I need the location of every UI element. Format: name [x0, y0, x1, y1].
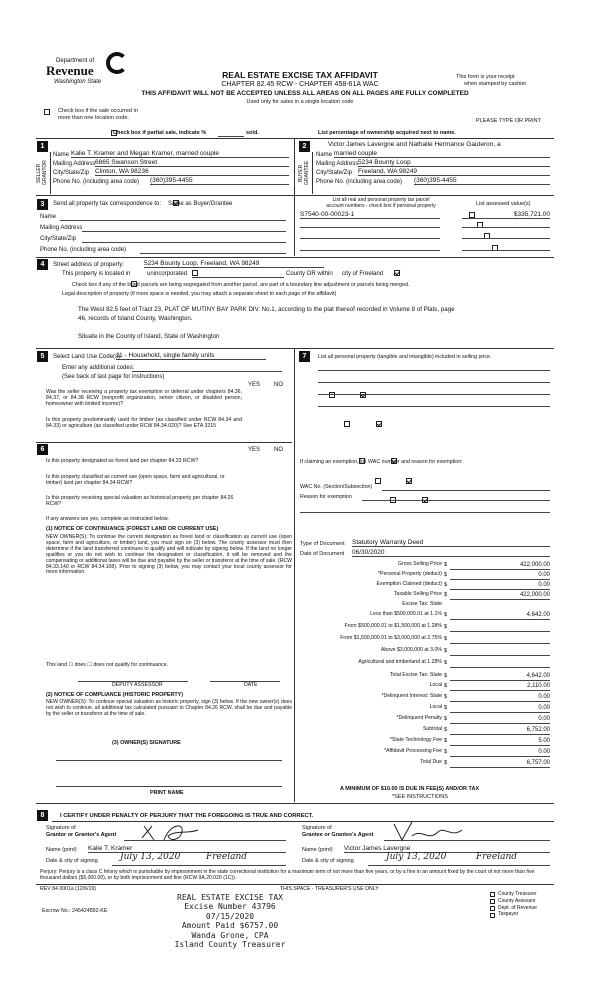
sec6-if-yes: If any answers are yes, complete as instructed below.: [46, 516, 169, 522]
assessed-value-field-3[interactable]: [462, 238, 550, 239]
send-correspondence-label: Send all property tax correspondence to:: [53, 201, 162, 207]
sec5-q2-yes[interactable]: [344, 421, 350, 427]
currency-sign: $: [444, 683, 448, 689]
currency-sign: $: [444, 592, 448, 598]
sec6-yes-header: YES: [248, 447, 261, 453]
dept-line1: Department of: [56, 58, 95, 64]
sec6-q2: Is this property classified as current use (open space, farm and agricultural, or timber) land per chapter 84.34 RCW?: [46, 474, 225, 486]
grantee-date-label: Date & city of signing: [302, 858, 354, 864]
copy-checkbox[interactable]: [490, 913, 495, 918]
calc-row: [300, 681, 554, 692]
currency-sign: $: [444, 694, 448, 700]
sec6-no-header: NO: [274, 447, 283, 453]
copy-label: County Assessor: [498, 897, 536, 904]
seller-name-label: Name: [53, 152, 70, 158]
sec5-q2-no[interactable]: [376, 421, 382, 427]
calc-row-value[interactable]: 2,110.00: [450, 683, 550, 691]
buyer-city-label: City/State/Zip: [316, 170, 353, 176]
section-7-badge: 7: [299, 351, 310, 362]
grantor-date-city-field[interactable]: [112, 865, 286, 866]
sec5-q1-yes[interactable]: [329, 392, 335, 398]
perjury-notice: Perjury: Perjury is a class C felony which is punishable by imprisonment in the state correctional institution for a maximum term of not more than five years, or by a fine in an amount fixed by the court of not more than five thousand dollars ($5,000.00), or by both imprisonment and fine (RCW 9A.20.020 (1C)).: [40, 869, 535, 882]
divider: [294, 348, 295, 802]
calc-row-value[interactable]: 0.00: [450, 749, 550, 757]
sec5-q2: Is this property predominantly used for timber (as classified under RCW 84.34 and 84.33) or agriculture (as classified under RCW 84.34.020)? See ETA 3215: [46, 417, 242, 429]
treasurer-stamp: [150, 893, 310, 950]
calc-row: [300, 714, 554, 725]
section-1-badge: 1: [37, 141, 48, 152]
calc-row: [300, 692, 554, 703]
grantor-date-handwriting: July 13, 2020: [120, 852, 181, 862]
calc-row-label: Taxable Selling Price: [393, 591, 442, 597]
receipt-note-1: This form is your receipt: [456, 74, 515, 80]
calc-row-value[interactable]: [450, 624, 550, 632]
calc-row-value[interactable]: 4,642.00: [450, 673, 550, 681]
ownership-pct-label: List percentage of ownership acquired next to name.: [318, 130, 456, 136]
stamp-line-1: REAL ESTATE EXCISE TAX: [177, 893, 283, 902]
exemption-label: If claiming an exemption, list WAC number and reason for exemption:: [300, 459, 463, 465]
sec3-city-field[interactable]: [82, 242, 286, 243]
currency-sign: $: [444, 660, 448, 666]
multi-loc-label-1: Check box if the sale occurred in: [58, 108, 138, 114]
print-name-label: PRINT NAME: [150, 790, 184, 796]
personal-property-line-2[interactable]: [318, 382, 550, 383]
logo-swoosh-icon: [106, 52, 128, 74]
notice2-body: NEW OWNER(S): To continue special valuation as historic property, sign (3) below. If the new owner(s) does not wish to continue, all additional tax calculated pursuant to Chapter 84.26 RCW, shall be due and payable by the seller or transferor at the time of sale.: [46, 699, 292, 717]
calc-row-value[interactable]: 0.00: [450, 705, 550, 713]
calc-row: [300, 747, 554, 758]
currency-sign: $: [444, 716, 448, 722]
calc-row: [300, 725, 554, 736]
calc-row-label: *Delinquent Interest: State: [381, 693, 442, 699]
parcel-number-field[interactable]: S7540-00-00023-1: [300, 211, 440, 219]
grantee-name-field[interactable]: Victor James Lavergne: [344, 845, 550, 853]
dept-line3: Washington State: [54, 79, 102, 85]
reason-field[interactable]: [362, 500, 550, 501]
sec3-addr-label: Mailing Address: [40, 225, 83, 231]
calc-row-value[interactable]: 0.00: [450, 582, 550, 590]
seller-city-label: City/State/Zip: [53, 170, 90, 176]
sec5-yes-header: YES: [248, 382, 261, 388]
within-city-checkbox[interactable]: [394, 270, 400, 276]
currency-sign: $: [444, 572, 448, 578]
doc-type-field[interactable]: Statutory Warranty Deed: [352, 539, 550, 547]
divider: [36, 884, 554, 885]
calc-row-label: *State Technology Fee: [389, 737, 442, 743]
certify-statement: I CERTIFY UNDER PENALTY OF PERJURY THAT THE FOREGOING IS TRUE AND CORRECT.: [60, 813, 314, 819]
calc-row-label: Exemption Claimed (deduct): [376, 581, 442, 587]
stamp-line-6: Island County Treasurer: [174, 940, 286, 950]
section-8-badge: 8: [37, 810, 48, 821]
notice1-title: (1) NOTICE OF CONTINUANCE (FOREST LAND OR CURRENT USE): [46, 526, 219, 532]
calc-row-label: Gross Selling Price: [397, 561, 442, 567]
personal-property-label: List all personal property (tangible and intangible) included in selling price.: [318, 354, 492, 360]
grantee-date-handwriting: July 13, 2020: [386, 852, 447, 862]
legal-desc-label: Legal description of property (if more space is needed, you may attach a separate sheet to each page of the affidavit): [62, 291, 337, 297]
unincorporated-checkbox[interactable]: [192, 270, 198, 276]
calc-row-value[interactable]: [450, 648, 550, 656]
grantor-sig-label-2: Grantor or Grantor's Agent: [46, 832, 117, 838]
grantee-city-handwriting: Freeland: [476, 852, 518, 862]
divider: [36, 195, 554, 196]
seller-phone-field[interactable]: (360)395-4455: [150, 177, 289, 185]
calc-row-value[interactable]: 0.00: [450, 694, 550, 702]
parcel-number-field-3[interactable]: [300, 238, 440, 239]
legal-desc-3: Situate in the County of Island, State of Washington: [78, 333, 220, 340]
currency-sign: $: [444, 738, 448, 744]
stamp-line-5: Wanda Grone, CPA: [191, 930, 269, 940]
currency-sign: $: [444, 562, 448, 568]
calc-row-label: *Personal Property (deduct): [377, 571, 442, 577]
sec5-q1: Was the seller receiving a property tax exemption or deferral under chapters 84.36, 84.37, or 84.38 RCW (nonprofit organization, senior citizen, or disabled person, homeowner with limited income)?: [46, 389, 242, 407]
sec3-phone-field[interactable]: [140, 253, 286, 254]
section-2-badge: 2: [299, 141, 310, 152]
buyer-name-line1[interactable]: Victor James Lavergne and Nathalie Hermance Gauteron, a: [328, 141, 501, 148]
owner-signature-label: (3) OWNER(S) SIGNATURE: [112, 740, 181, 746]
legal-desc-1: The West 82.5 feet of Tract 23, PLAT OF MUTINY BAY PARK DIV. No.1, according to the plat thereof recorded in Volume 8 of Plats, page: [78, 306, 455, 313]
segregated-label: Check box if any of the listed parcels are being segregated from another parcel, are part of a boundary line adjustment or parcels being merged.: [72, 282, 410, 288]
seller-addr-field[interactable]: 6865 Swanson Street: [95, 159, 289, 167]
copy-checkbox[interactable]: [490, 899, 495, 904]
dept-line2: Revenue: [46, 63, 94, 78]
calc-row-label: Subtotal: [422, 726, 442, 732]
qualify-text: This land ☐ does ☐ does not qualify for continuance.: [46, 662, 169, 668]
section-6-badge: 6: [37, 444, 48, 455]
calc-row-value[interactable]: 4,642.00: [450, 612, 550, 620]
sec6-q2-yes[interactable]: [375, 478, 381, 484]
grantor-name-label: Name (print): [46, 847, 77, 853]
seller-grantor-label: SELLER GRANTOR: [36, 160, 48, 186]
calc-row-label: From $500,000.01 to $1,500,000 at 1.28%: [344, 623, 442, 629]
parcel-number-field-2[interactable]: [300, 227, 440, 228]
divider: [294, 195, 295, 256]
form-chapter: CHAPTER 82.45 RCW - CHAPTER 458-61A WAC: [221, 81, 379, 88]
minimum-due-note: A MINIMUM OF $10.00 IS DUE IN FEE(S) AND/OR TAX: [340, 786, 480, 792]
assessed-value-field[interactable]: $335,721.00: [462, 211, 550, 219]
reason-field-2[interactable]: [300, 512, 550, 513]
buyer-phone-label: Phone No. (including area code): [316, 179, 403, 185]
buyer-name-field[interactable]: married couple: [334, 150, 550, 158]
stamp-line-3: 07/15/2020: [205, 911, 255, 921]
form-revision: REV 84 0001a (12/6/19): [40, 886, 96, 892]
calc-row: [300, 622, 554, 633]
personal-property-line-4[interactable]: [318, 406, 550, 407]
copy-checkbox[interactable]: [490, 906, 495, 911]
tax-calc-table: [300, 560, 554, 772]
buyer-phone-field[interactable]: (360)395-4455: [414, 177, 550, 185]
treasurer-use-only: THIS SPACE - TREASURER'S USE ONLY: [280, 886, 379, 892]
parcel-header-1: List all real and personal property tax parcel: [332, 197, 430, 203]
sec5-q1-no[interactable]: [360, 392, 366, 398]
section-4-badge: 4: [37, 259, 48, 270]
calc-row: [300, 703, 554, 714]
same-as-buyer-label: Same as Buyer/Grantee: [168, 201, 233, 207]
currency-sign: $: [444, 648, 448, 654]
section-5-badge: 5: [37, 351, 48, 362]
stamp-line-2: Excise Number 43796: [184, 902, 276, 912]
calc-row: [300, 634, 554, 645]
copy-label: Taxpayer: [498, 911, 519, 918]
calc-row-label: Less than $500,000.01 at 1.1%: [370, 611, 442, 617]
assessed-value-field-2[interactable]: [462, 227, 550, 228]
land-use-field[interactable]: 11 - Household, single family units: [116, 352, 266, 360]
calc-row: [300, 610, 554, 621]
sec6-q2-no[interactable]: [406, 478, 412, 484]
calc-row-label: Above $3,000,000 at 3.0%: [380, 647, 442, 653]
grantor-date-label: Date & city of signing: [46, 858, 98, 864]
legal-desc-2: 46, records of Island County, Washington.: [78, 315, 193, 322]
currency-sign: $: [444, 760, 448, 766]
divider: [36, 257, 554, 258]
personal-property-line-3[interactable]: [318, 394, 550, 395]
calc-row: [300, 646, 554, 657]
divider: [36, 138, 554, 139]
single-loc-note: Used only for sales in a single location code: [246, 99, 354, 105]
currency-sign: $: [444, 749, 448, 755]
divider: [36, 803, 554, 804]
parcel-number-field-4[interactable]: [300, 250, 440, 251]
calc-row-label: Local: [429, 704, 442, 710]
calc-row-label: Local: [429, 682, 442, 688]
sec3-phone-label: Phone No. (including area code): [40, 247, 127, 253]
calc-row-label: *Affidavit Processing Fee: [384, 748, 442, 754]
seller-phone-label: Phone No. (including area code): [53, 179, 140, 185]
dor-logo: [46, 52, 136, 92]
owner-signature-line[interactable]: [56, 760, 282, 761]
divider: [312, 152, 313, 194]
receipt-note-2: when stamped by cashier.: [464, 81, 528, 87]
sold-label: sold.: [246, 130, 259, 136]
calc-row-value[interactable]: 5.00: [450, 738, 550, 746]
calc-row: [300, 758, 554, 769]
county-or-label: County OR within: [286, 271, 333, 277]
seller-addr-label: Mailing Address: [53, 161, 96, 167]
partial-sale-label: Check box if partial sale, indicate %: [113, 130, 207, 136]
seller-city-field[interactable]: Clinton, WA 98236: [95, 168, 289, 176]
see-instructions-note: *SEE INSTRUCTIONS: [392, 794, 448, 800]
calc-row: [300, 658, 554, 669]
sec3-city-label: City/State/Zip: [40, 236, 77, 242]
buyer-grantee-label: BUYER GRANTEE: [298, 160, 310, 186]
additional-codes-label: Enter any additional codes:: [62, 365, 135, 371]
currency-sign: $: [444, 624, 448, 630]
calc-row-label: Agricultural and timberland at 1.28%: [358, 659, 442, 665]
copy-label: Dept. of Revenue: [498, 904, 537, 911]
currency-sign: $: [444, 582, 448, 588]
form-title: REAL ESTATE EXCISE TAX AFFIDAVIT: [222, 70, 378, 80]
copy-distribution-list: [490, 892, 537, 918]
type-or-print: PLEASE TYPE OR PRINT: [476, 118, 542, 124]
calc-row: [300, 736, 554, 747]
multi-loc-checkbox[interactable]: [44, 109, 50, 115]
wac-field[interactable]: [382, 490, 550, 491]
divider: [294, 138, 295, 195]
see-back-note: (See back of last page for instructions): [62, 374, 165, 380]
divider: [50, 152, 51, 194]
sec3-name-label: Name: [40, 214, 57, 220]
currency-sign: $: [444, 705, 448, 711]
currency-sign: $: [444, 673, 448, 679]
currency-sign: $: [444, 636, 448, 642]
sec6-q3: Is this property receiving special valuation as historical property per chapter 84.26 RCW?: [46, 495, 234, 507]
notice1-body: NEW OWNER(S): To continue the current designation as forest land or classification as current use (open space, farm and agriculture, or timber) land, you must sign on (3) below. The county assessor must then determine if the land transferred continues to qualify and will indicate by signing below. If the land no longer qualifies or you do not wish to continue the designation or classification, it will be removed and the compensating or additional taxes will be due and payable by the seller or transferor at the time of sale. (RCW 84.33.140 or RCW 84.34.108). Prior to signing (3) below, you may contact your local county assessor for more information.: [46, 534, 292, 576]
currency-sign: $: [444, 727, 448, 733]
grantee-date-city-field[interactable]: [368, 865, 550, 866]
copy-checkbox[interactable]: [490, 892, 495, 897]
grantee-sig-label-2: Grantee or Grantee's Agent: [302, 832, 374, 838]
city-of-label: city of Freeland: [342, 271, 384, 277]
calc-row-value[interactable]: [450, 636, 550, 644]
assessed-header: List assessed value(s): [476, 201, 531, 207]
multi-loc-label-2: more than one location code.: [58, 115, 129, 121]
notice2-title: (2) NOTICE OF COMPLIANCE (HISTORIC PROPERTY): [46, 692, 184, 698]
parcel-header-2: account numbers - check box if personal property: [326, 203, 436, 209]
escrow-number: Escrow No.: 245424892-KE: [42, 908, 108, 914]
divider: [52, 821, 554, 822]
land-use-label: Select Land Use Code(s):: [53, 354, 122, 360]
street-address-field[interactable]: 5234 Bounty Loop, Freeland, WA 98249: [144, 260, 324, 268]
calc-row-value[interactable]: 0.00: [450, 716, 550, 724]
seller-name-field[interactable]: Kalie T. Kramer and Megan Kramer, married couple: [71, 150, 289, 158]
doc-type-label: Type of Document: [300, 541, 345, 547]
grantor-signature-icon: [140, 820, 230, 846]
reason-label: Reason for exemption: [300, 494, 352, 500]
stamp-line-4: Amount Paid $6757.00: [181, 921, 279, 931]
partial-sale-pct-field[interactable]: [218, 136, 244, 137]
doc-date-field[interactable]: 06/30/2020: [352, 549, 550, 557]
divider: [36, 442, 292, 443]
buyer-addr-label: Mailing Address: [316, 161, 359, 167]
deputy-date-label: DATE: [244, 682, 258, 688]
sec3-name-field[interactable]: [60, 220, 286, 221]
additional-codes-field[interactable]: [132, 371, 282, 372]
doc-date-label: Date of Document: [300, 551, 345, 557]
grantee-signature-icon: [392, 818, 472, 844]
calc-row-label: Total Due: [420, 759, 442, 765]
calc-row-label: *Delinquent Penalty: [396, 715, 442, 721]
section-3-badge: 3: [37, 199, 48, 210]
grantee-sig-label-1: Signature of: [302, 825, 332, 831]
street-address-label: Street address of property:: [53, 262, 125, 268]
copy-label: County Treasurer: [498, 891, 537, 897]
sec3-addr-field[interactable]: [82, 231, 286, 232]
grantor-name-field[interactable]: Kalie T. Kramer: [88, 845, 286, 853]
assessed-value-field-4[interactable]: [462, 250, 550, 251]
form-warning: THIS AFFIDAVIT WILL NOT BE ACCEPTED UNLESS ALL AREAS ON ALL PAGES ARE FULLY COMPLETED: [141, 90, 469, 97]
grantee-name-label: Name (print): [302, 847, 333, 853]
calc-row-value[interactable]: 6,757.00: [450, 760, 550, 768]
county-field[interactable]: [192, 277, 284, 278]
buyer-name-label: Name: [316, 152, 333, 158]
calc-row-label: Total Excise Tax: State: [389, 672, 442, 678]
sec6-q1: Is this property designated as forest land per chapter 84.33 RCW?: [46, 458, 199, 464]
located-in-label: This property is located in: [62, 271, 131, 277]
calc-row-value[interactable]: 422,000.00: [450, 592, 550, 600]
grantor-sig-label-1: Signature of: [46, 825, 76, 831]
currency-sign: $: [444, 612, 448, 618]
buyer-city-field[interactable]: Freeland, WA 98249: [358, 168, 550, 176]
calc-row-label: From $1,500,000.01 to $3,000,000 at 2.75%: [340, 635, 442, 641]
buyer-addr-field[interactable]: 5234 Bounty Loop: [358, 159, 550, 167]
divider: [36, 348, 554, 349]
personal-property-line-1[interactable]: [318, 370, 550, 371]
calc-row-value[interactable]: [450, 660, 550, 668]
unincorporated-label: unincorporated: [147, 271, 188, 277]
wac-label: WAC No. (Section/Subsection): [300, 484, 373, 490]
print-name-line[interactable]: [56, 786, 282, 787]
calc-row-label: Excise Tax: State: [402, 601, 442, 607]
calc-row-value[interactable]: 422,000.00: [450, 562, 550, 570]
calc-row-value[interactable]: 0.00: [450, 572, 550, 580]
calc-row-value[interactable]: 6,752.00: [450, 727, 550, 735]
deputy-assessor-label: DEPUTY ASSESSOR: [112, 682, 163, 688]
grantor-city-handwriting: Freeland: [206, 852, 248, 862]
sec5-no-header: NO: [274, 382, 283, 388]
